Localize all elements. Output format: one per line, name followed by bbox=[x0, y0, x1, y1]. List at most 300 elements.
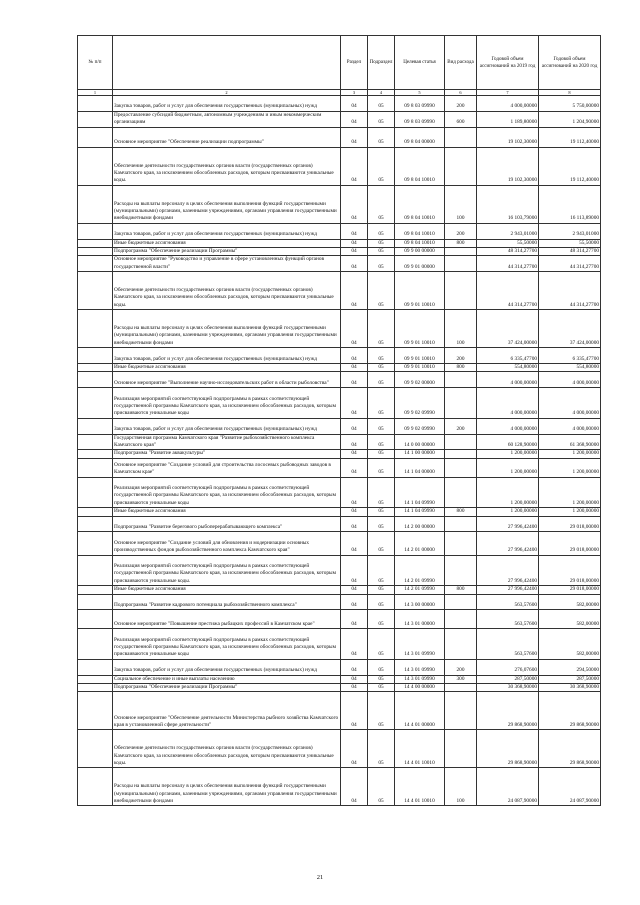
row-razdel-cell: 04 bbox=[341, 348, 368, 364]
row-razdel-cell: 04 bbox=[341, 586, 368, 594]
row-razdel-cell: 04 bbox=[341, 659, 368, 675]
row-expense-type-cell bbox=[445, 594, 477, 610]
row-target-article-cell: 14 2 01 00000 bbox=[395, 532, 445, 555]
table-row bbox=[78, 127, 601, 147]
table-row bbox=[78, 111, 601, 127]
row-target-article-cell: 09 8 03 09990 bbox=[395, 96, 445, 112]
row-razdel-cell: 04 bbox=[341, 434, 368, 450]
row-volume-2020-cell: 582,00000 bbox=[539, 610, 601, 629]
table-row bbox=[78, 594, 601, 610]
row-volume-2020-cell: 19 112,40000 bbox=[539, 147, 601, 185]
row-razdel-cell: 04 bbox=[341, 610, 368, 629]
row-razdel-cell: 04 bbox=[341, 532, 368, 555]
row-volume-2020-cell: 1 200,00000 bbox=[539, 458, 601, 477]
row-volume-2020-cell: 4 000,00000 bbox=[539, 418, 601, 434]
row-target-article-cell: 09 8 04 10010 bbox=[395, 223, 445, 239]
table-row bbox=[78, 477, 601, 508]
row-volume-2019-cell: 19 102,30000 bbox=[477, 147, 539, 185]
row-num-cell bbox=[78, 147, 113, 185]
row-num-cell bbox=[78, 610, 113, 629]
row-expense-type-cell: 800 bbox=[445, 364, 477, 372]
row-num-cell bbox=[78, 310, 113, 348]
row-expense-type-cell: 300 bbox=[445, 675, 477, 683]
row-razdel-cell: 04 bbox=[341, 692, 368, 730]
table-row bbox=[78, 683, 601, 691]
row-razdel-cell: 04 bbox=[341, 555, 368, 586]
row-name-cell: Обеспечение деятельности государственных органов власти (государственных органов) Камчатского края, за исключением обособленных расходов, которым присваиваются уникальные коды. bbox=[113, 730, 341, 768]
row-target-article-cell: 14 3 01 09990 bbox=[395, 629, 445, 660]
row-podrazdel-cell: 05 bbox=[368, 659, 395, 675]
row-volume-2020-cell: 29 018,00000 bbox=[539, 586, 601, 594]
row-volume-2020-cell: 1 200,00000 bbox=[539, 508, 601, 516]
col-number: 3 bbox=[341, 90, 368, 96]
row-podrazdel-cell: 05 bbox=[368, 532, 395, 555]
row-num-cell bbox=[78, 586, 113, 594]
row-target-article-cell: 14 4 01 10010 bbox=[395, 768, 445, 806]
row-podrazdel-cell: 05 bbox=[368, 348, 395, 364]
row-name-cell: Закупка товаров, работ и услуг для обеспечения государственных (муниципальных) нужд bbox=[113, 418, 341, 434]
row-razdel-cell: 04 bbox=[341, 768, 368, 806]
row-volume-2019-cell: 19 102,30000 bbox=[477, 127, 539, 147]
row-volume-2020-cell: 55,50000 bbox=[539, 239, 601, 247]
row-volume-2019-cell: 1 200,00000 bbox=[477, 508, 539, 516]
row-expense-type-cell bbox=[445, 147, 477, 185]
row-target-article-cell: 09 9 02 09990 bbox=[395, 388, 445, 419]
row-num-cell bbox=[78, 185, 113, 223]
row-expense-type-cell bbox=[445, 372, 477, 388]
row-volume-2019-cell: 2 943,01000 bbox=[477, 223, 539, 239]
row-name-cell: Закупка товаров, работ и услуг для обеспечения государственных (муниципальных) нужд bbox=[113, 96, 341, 112]
row-podrazdel-cell: 05 bbox=[368, 586, 395, 594]
row-razdel-cell: 04 bbox=[341, 248, 368, 256]
row-razdel-cell: 04 bbox=[341, 458, 368, 477]
row-podrazdel-cell: 05 bbox=[368, 477, 395, 508]
row-volume-2019-cell: 29 868,90000 bbox=[477, 730, 539, 768]
row-podrazdel-cell: 05 bbox=[368, 364, 395, 372]
row-podrazdel-cell: 05 bbox=[368, 272, 395, 310]
row-volume-2020-cell: 4 000,00000 bbox=[539, 372, 601, 388]
table-row bbox=[78, 310, 601, 348]
row-num-cell bbox=[78, 730, 113, 768]
row-target-article-cell: 14 1 04 00000 bbox=[395, 458, 445, 477]
row-podrazdel-cell: 05 bbox=[368, 730, 395, 768]
row-num-cell bbox=[78, 659, 113, 675]
row-target-article-cell: 09 9 01 10010 bbox=[395, 310, 445, 348]
row-expense-type-cell bbox=[445, 610, 477, 629]
row-num-cell bbox=[78, 594, 113, 610]
row-volume-2020-cell: 1 200,00000 bbox=[539, 450, 601, 458]
table-row bbox=[78, 768, 601, 806]
row-target-article-cell: 14 2 01 09990 bbox=[395, 586, 445, 594]
row-volume-2020-cell: 287,50000 bbox=[539, 675, 601, 683]
row-volume-2020-cell: 16 113,89000 bbox=[539, 185, 601, 223]
row-name-cell: Иные бюджетные ассигнования bbox=[113, 364, 341, 372]
row-num-cell bbox=[78, 768, 113, 806]
row-podrazdel-cell: 05 bbox=[368, 768, 395, 806]
row-target-article-cell: 09 9 02 00000 bbox=[395, 372, 445, 388]
table-row bbox=[78, 185, 601, 223]
row-volume-2019-cell: 4 000,00000 bbox=[477, 418, 539, 434]
row-expense-type-cell bbox=[445, 248, 477, 256]
row-name-cell: Основное мероприятие "Обеспечение реализации подпрограммы" bbox=[113, 127, 341, 147]
row-expense-type-cell: 200 bbox=[445, 223, 477, 239]
row-volume-2019-cell: 27 996,42400 bbox=[477, 555, 539, 586]
col-number: 4 bbox=[368, 90, 395, 96]
row-num-cell bbox=[78, 223, 113, 239]
row-expense-type-cell: 200 bbox=[445, 96, 477, 112]
row-razdel-cell: 04 bbox=[341, 256, 368, 272]
row-target-article-cell: 09 8 04 10010 bbox=[395, 239, 445, 247]
col-number: 7 bbox=[477, 90, 539, 96]
row-name-cell: Расходы на выплаты персоналу в целях обеспечения выполнения функций государственными (муниципальными) органами, казенными учреждениями, органами управления государственными внебюджетными фондами bbox=[113, 768, 341, 806]
row-expense-type-cell: 100 bbox=[445, 185, 477, 223]
row-podrazdel-cell: 05 bbox=[368, 692, 395, 730]
row-num-cell bbox=[78, 256, 113, 272]
row-volume-2019-cell: 27 996,42400 bbox=[477, 516, 539, 532]
table-row bbox=[78, 659, 601, 675]
row-name-cell: Предоставление субсидий бюджетным, автономным учреждениям и иным некоммерческим организациям bbox=[113, 111, 341, 127]
row-name-cell: Основное мероприятие "Создание условий для обновления и модернизации основных производственных фондов рыбохозяйственного комплекса Камчатского края" bbox=[113, 532, 341, 555]
table-row bbox=[78, 272, 601, 310]
row-target-article-cell: 14 4 00 00000 bbox=[395, 683, 445, 691]
row-target-article-cell: 09 9 01 10010 bbox=[395, 348, 445, 364]
row-podrazdel-cell: 05 bbox=[368, 96, 395, 112]
row-name-cell: Подпрограмма "Обеспечение реализации Программы" bbox=[113, 248, 341, 256]
row-expense-type-cell: 800 bbox=[445, 508, 477, 516]
row-razdel-cell: 04 bbox=[341, 516, 368, 532]
row-name-cell: Иные бюджетные ассигнования bbox=[113, 508, 341, 516]
row-expense-type-cell: 200 bbox=[445, 418, 477, 434]
row-volume-2019-cell: 563,57600 bbox=[477, 594, 539, 610]
row-expense-type-cell bbox=[445, 477, 477, 508]
row-podrazdel-cell: 05 bbox=[368, 388, 395, 419]
row-name-cell: Закупка товаров, работ и услуг для обеспечения государственных (муниципальных) нужд bbox=[113, 223, 341, 239]
row-volume-2020-cell: 4 000,00000 bbox=[539, 388, 601, 419]
row-volume-2019-cell: 1 189,80000 bbox=[477, 111, 539, 127]
row-razdel-cell: 04 bbox=[341, 683, 368, 691]
row-volume-2019-cell: 6 335,47700 bbox=[477, 348, 539, 364]
row-volume-2020-cell: 19 112,40000 bbox=[539, 127, 601, 147]
row-num-cell bbox=[78, 692, 113, 730]
row-num-cell bbox=[78, 675, 113, 683]
row-volume-2019-cell: 37 424,00000 bbox=[477, 310, 539, 348]
table-row bbox=[78, 675, 601, 683]
row-num-cell bbox=[78, 364, 113, 372]
row-name-cell: Реализация мероприятий соответствующей подпрограммы в рамках соответствующей государственной программы Камчатского края, за исключением обособленных расходов, которым присваиваются уникальные коды bbox=[113, 629, 341, 660]
row-volume-2019-cell: 55,50000 bbox=[477, 239, 539, 247]
row-target-article-cell: 14 4 01 10010 bbox=[395, 730, 445, 768]
row-volume-2019-cell: 27 996,42400 bbox=[477, 586, 539, 594]
table-row bbox=[78, 610, 601, 629]
header-podrazdel: Подраздел bbox=[368, 36, 395, 90]
table-row bbox=[78, 532, 601, 555]
row-podrazdel-cell: 05 bbox=[368, 555, 395, 586]
row-target-article-cell: 14 0 00 00000 bbox=[395, 434, 445, 450]
table-row bbox=[78, 248, 601, 256]
row-target-article-cell: 09 9 02 09990 bbox=[395, 418, 445, 434]
row-razdel-cell: 04 bbox=[341, 629, 368, 660]
row-volume-2019-cell: 1 200,00000 bbox=[477, 450, 539, 458]
row-expense-type-cell bbox=[445, 692, 477, 730]
row-target-article-cell: 09 9 00 00000 bbox=[395, 248, 445, 256]
row-volume-2019-cell: 44 314,27700 bbox=[477, 272, 539, 310]
table-row bbox=[78, 372, 601, 388]
col-number: 8 bbox=[539, 90, 601, 96]
row-name-cell: Социальное обеспечение и иные выплаты населению bbox=[113, 675, 341, 683]
row-volume-2020-cell: 29 018,00000 bbox=[539, 532, 601, 555]
header-volume-2020: Годовой объем ассигнований на 2020 год bbox=[539, 36, 601, 90]
row-volume-2019-cell: 1 200,00000 bbox=[477, 477, 539, 508]
row-volume-2019-cell: 30 368,90000 bbox=[477, 683, 539, 691]
row-volume-2020-cell: 294,50000 bbox=[539, 659, 601, 675]
row-razdel-cell: 04 bbox=[341, 730, 368, 768]
row-expense-type-cell bbox=[445, 272, 477, 310]
row-volume-2019-cell: 44 314,27700 bbox=[477, 256, 539, 272]
row-volume-2019-cell: 563,57600 bbox=[477, 629, 539, 660]
row-target-article-cell: 14 3 01 00000 bbox=[395, 610, 445, 629]
row-num-cell bbox=[78, 111, 113, 127]
row-name-cell: Основное мероприятие "Обеспечение деятельности Министерства рыбного хозяйства Камчатского края в установленной сфере деятельности" bbox=[113, 692, 341, 730]
page-number: 21 bbox=[316, 874, 324, 881]
row-razdel-cell: 04 bbox=[341, 508, 368, 516]
row-num-cell bbox=[78, 239, 113, 247]
row-num-cell bbox=[78, 555, 113, 586]
row-podrazdel-cell: 05 bbox=[368, 450, 395, 458]
row-target-article-cell: 14 3 00 00000 bbox=[395, 594, 445, 610]
row-razdel-cell: 04 bbox=[341, 96, 368, 112]
row-volume-2019-cell: 4 000,00000 bbox=[477, 96, 539, 112]
row-volume-2019-cell: 4 000,00000 bbox=[477, 388, 539, 419]
row-podrazdel-cell: 05 bbox=[368, 239, 395, 247]
table-row bbox=[78, 364, 601, 372]
row-name-cell: Основное мероприятие "Создание условий для строительства лососевых рыбоводных заводов в Камчатском крае" bbox=[113, 458, 341, 477]
row-razdel-cell: 04 bbox=[341, 477, 368, 508]
row-expense-type-cell: 600 bbox=[445, 111, 477, 127]
row-expense-type-cell bbox=[445, 532, 477, 555]
row-name-cell: Подпрограмма "Развитие аквакультуры" bbox=[113, 450, 341, 458]
row-podrazdel-cell: 05 bbox=[368, 310, 395, 348]
row-volume-2020-cell: 37 424,00000 bbox=[539, 310, 601, 348]
row-expense-type-cell bbox=[445, 555, 477, 586]
table-row bbox=[78, 388, 601, 419]
row-volume-2019-cell: 4 000,00000 bbox=[477, 372, 539, 388]
table-row bbox=[78, 555, 601, 586]
table-row bbox=[78, 508, 601, 516]
row-razdel-cell: 04 bbox=[341, 675, 368, 683]
row-expense-type-cell bbox=[445, 256, 477, 272]
col-number: 2 bbox=[113, 90, 341, 96]
col-number: 1 bbox=[78, 90, 113, 96]
row-expense-type-cell bbox=[445, 388, 477, 419]
row-expense-type-cell: 800 bbox=[445, 239, 477, 247]
row-razdel-cell: 04 bbox=[341, 147, 368, 185]
row-name-cell: Государственная программа Камчатского края "Развитие рыбохозяйственного комплекса Камчатского края" bbox=[113, 434, 341, 450]
row-name-cell: Расходы на выплаты персоналу в целях обеспечения выполнения функций государственными (муниципальными) органами, казенными учреждениями, органами управления государственными внебюджетными фондами bbox=[113, 310, 341, 348]
table-row bbox=[78, 516, 601, 532]
row-podrazdel-cell: 05 bbox=[368, 610, 395, 629]
row-razdel-cell: 04 bbox=[341, 127, 368, 147]
row-name-cell: Реализация мероприятий соответствующей подпрограммы в рамках соответствующей государственной программы Камчатского края, за исключением обособленных расходов, которым присваиваются уникальные коды bbox=[113, 388, 341, 419]
row-podrazdel-cell: 05 bbox=[368, 111, 395, 127]
row-num-cell bbox=[78, 434, 113, 450]
row-name-cell: Реализация мероприятий соответствующей подпрограммы в рамках соответствующей государственной программы Камчатского края, за исключением обособленных расходов, которым присваиваются уникальные коды. bbox=[113, 555, 341, 586]
row-expense-type-cell: 200 bbox=[445, 659, 477, 675]
row-volume-2020-cell: 29 868,90000 bbox=[539, 692, 601, 730]
row-podrazdel-cell: 05 bbox=[368, 185, 395, 223]
row-volume-2019-cell: 48 314,27700 bbox=[477, 248, 539, 256]
row-num-cell bbox=[78, 508, 113, 516]
row-podrazdel-cell: 05 bbox=[368, 434, 395, 450]
row-expense-type-cell bbox=[445, 683, 477, 691]
row-podrazdel-cell: 05 bbox=[368, 223, 395, 239]
row-podrazdel-cell: 05 bbox=[368, 147, 395, 185]
header-volume-2019: Годовой объем ассигнований на 2019 год bbox=[477, 36, 539, 90]
row-razdel-cell: 04 bbox=[341, 418, 368, 434]
table-row bbox=[78, 586, 601, 594]
row-razdel-cell: 04 bbox=[341, 239, 368, 247]
row-volume-2019-cell: 60 128,90000 bbox=[477, 434, 539, 450]
row-target-article-cell: 14 1 04 09990 bbox=[395, 508, 445, 516]
row-num-cell bbox=[78, 348, 113, 364]
row-target-article-cell: 09 9 01 10010 bbox=[395, 364, 445, 372]
header-razdel: Раздел bbox=[341, 36, 368, 90]
row-volume-2020-cell: 2 943,01000 bbox=[539, 223, 601, 239]
row-volume-2019-cell: 554,80000 bbox=[477, 364, 539, 372]
table-row bbox=[78, 692, 601, 730]
table-row bbox=[78, 629, 601, 660]
row-expense-type-cell: 100 bbox=[445, 768, 477, 806]
row-target-article-cell: 09 8 04 00000 bbox=[395, 127, 445, 147]
row-volume-2020-cell: 30 368,90000 bbox=[539, 683, 601, 691]
row-num-cell bbox=[78, 272, 113, 310]
table-row bbox=[78, 256, 601, 272]
row-num-cell bbox=[78, 96, 113, 112]
row-target-article-cell: 09 8 04 10010 bbox=[395, 147, 445, 185]
table-row bbox=[78, 450, 601, 458]
row-expense-type-cell bbox=[445, 629, 477, 660]
row-volume-2020-cell: 61 368,90000 bbox=[539, 434, 601, 450]
row-volume-2020-cell: 48 314,27700 bbox=[539, 248, 601, 256]
row-num-cell bbox=[78, 127, 113, 147]
row-num-cell bbox=[78, 372, 113, 388]
budget-table-body bbox=[78, 96, 601, 806]
row-target-article-cell: 09 8 03 09990 bbox=[395, 111, 445, 127]
row-name-cell: Обеспечение деятельности государственных органов власти (государственных органов) Камчатского края, за исключением обособленных расходов, которым присваиваются уникальные коды. bbox=[113, 272, 341, 310]
row-volume-2020-cell: 582,00000 bbox=[539, 594, 601, 610]
row-volume-2020-cell: 44 314,27700 bbox=[539, 272, 601, 310]
row-volume-2020-cell: 582,00000 bbox=[539, 629, 601, 660]
row-target-article-cell: 14 3 01 09990 bbox=[395, 675, 445, 683]
table-row bbox=[78, 147, 601, 185]
row-name-cell: Подпрограмма "Обеспечение реализации Программы" bbox=[113, 683, 341, 691]
row-razdel-cell: 04 bbox=[341, 310, 368, 348]
row-target-article-cell: 09 9 01 10010 bbox=[395, 272, 445, 310]
row-volume-2020-cell: 1 200,00000 bbox=[539, 477, 601, 508]
row-num-cell bbox=[78, 532, 113, 555]
row-target-article-cell: 14 2 00 00000 bbox=[395, 516, 445, 532]
row-razdel-cell: 04 bbox=[341, 450, 368, 458]
row-num-cell bbox=[78, 248, 113, 256]
header-expense-type: Вид расхода bbox=[445, 36, 477, 90]
row-volume-2020-cell: 44 314,27700 bbox=[539, 256, 601, 272]
row-num-cell bbox=[78, 418, 113, 434]
row-volume-2020-cell: 29 018,00000 bbox=[539, 555, 601, 586]
row-volume-2020-cell: 1 204,90000 bbox=[539, 111, 601, 127]
row-podrazdel-cell: 05 bbox=[368, 248, 395, 256]
row-podrazdel-cell: 05 bbox=[368, 629, 395, 660]
header-num: № п/п bbox=[78, 36, 113, 90]
header-row bbox=[78, 36, 601, 90]
header-name bbox=[113, 36, 341, 90]
row-name-cell: Иные бюджетные ассигнования bbox=[113, 586, 341, 594]
row-volume-2019-cell: 27 996,42400 bbox=[477, 532, 539, 555]
row-razdel-cell: 04 bbox=[341, 111, 368, 127]
row-expense-type-cell bbox=[445, 458, 477, 477]
row-expense-type-cell: 200 bbox=[445, 348, 477, 364]
row-num-cell bbox=[78, 516, 113, 532]
table-row bbox=[78, 223, 601, 239]
row-target-article-cell: 14 3 01 09990 bbox=[395, 659, 445, 675]
row-name-cell: Иные бюджетные ассигнования bbox=[113, 239, 341, 247]
row-target-article-cell: 14 2 01 09990 bbox=[395, 555, 445, 586]
row-target-article-cell: 09 9 01 00000 bbox=[395, 256, 445, 272]
row-podrazdel-cell: 05 bbox=[368, 675, 395, 683]
row-target-article-cell: 14 4 01 00000 bbox=[395, 692, 445, 730]
row-expense-type-cell bbox=[445, 434, 477, 450]
row-name-cell: Закупка товаров, работ и услуг для обеспечения государственных (муниципальных) нужд bbox=[113, 348, 341, 364]
row-name-cell: Реализация мероприятий соответствующей подпрограммы в рамках соответствующей государственной программы Камчатского края, за исключением обособленных расходов, которым присваиваются уникальные коды bbox=[113, 477, 341, 508]
row-podrazdel-cell: 05 bbox=[368, 683, 395, 691]
row-num-cell bbox=[78, 388, 113, 419]
row-podrazdel-cell: 05 bbox=[368, 256, 395, 272]
row-volume-2019-cell: 29 868,90000 bbox=[477, 692, 539, 730]
row-num-cell bbox=[78, 629, 113, 660]
row-podrazdel-cell: 05 bbox=[368, 418, 395, 434]
row-target-article-cell: 09 8 04 10010 bbox=[395, 185, 445, 223]
table-row bbox=[78, 434, 601, 450]
row-target-article-cell: 14 1 00 00000 bbox=[395, 450, 445, 458]
row-num-cell bbox=[78, 477, 113, 508]
row-name-cell: Подпрограмма "Развитие кадрового потенциала рыбохозяйственного комплекса" bbox=[113, 594, 341, 610]
row-volume-2019-cell: 287,50000 bbox=[477, 675, 539, 683]
header-target-article: Целевая статья bbox=[395, 36, 445, 90]
row-podrazdel-cell: 05 bbox=[368, 516, 395, 532]
budget-table bbox=[77, 35, 601, 806]
table-row bbox=[78, 239, 601, 247]
budget-table-container bbox=[77, 35, 600, 806]
row-volume-2020-cell: 554,80000 bbox=[539, 364, 601, 372]
row-volume-2020-cell: 29 018,00000 bbox=[539, 516, 601, 532]
row-podrazdel-cell: 05 bbox=[368, 372, 395, 388]
row-expense-type-cell: 100 bbox=[445, 310, 477, 348]
col-number: 6 bbox=[445, 90, 477, 96]
row-podrazdel-cell: 05 bbox=[368, 594, 395, 610]
table-row bbox=[78, 730, 601, 768]
row-expense-type-cell bbox=[445, 730, 477, 768]
row-name-cell: Расходы на выплаты персоналу в целях обеспечения выполнения функций государственными (муниципальными) органами, казенными учреждениями, органами управления государственными внебюджетными фондами bbox=[113, 185, 341, 223]
row-volume-2019-cell: 16 103,79000 bbox=[477, 185, 539, 223]
col-number: 5 bbox=[395, 90, 445, 96]
row-volume-2019-cell: 1 200,00000 bbox=[477, 458, 539, 477]
table-row bbox=[78, 458, 601, 477]
row-name-cell: Основное мероприятие "Повышение престижа рыбацких профессий в Камчатском крае" bbox=[113, 610, 341, 629]
row-razdel-cell: 04 bbox=[341, 223, 368, 239]
table-row bbox=[78, 418, 601, 434]
row-volume-2020-cell: 29 868,90000 bbox=[539, 730, 601, 768]
row-name-cell: Обеспечение деятельности государственных органов власти (государственных органов) Камчатского края, за исключением обособленных расходов, которым присваиваются уникальные коды. bbox=[113, 147, 341, 185]
row-volume-2019-cell: 24 087,90000 bbox=[477, 768, 539, 806]
row-razdel-cell: 04 bbox=[341, 372, 368, 388]
